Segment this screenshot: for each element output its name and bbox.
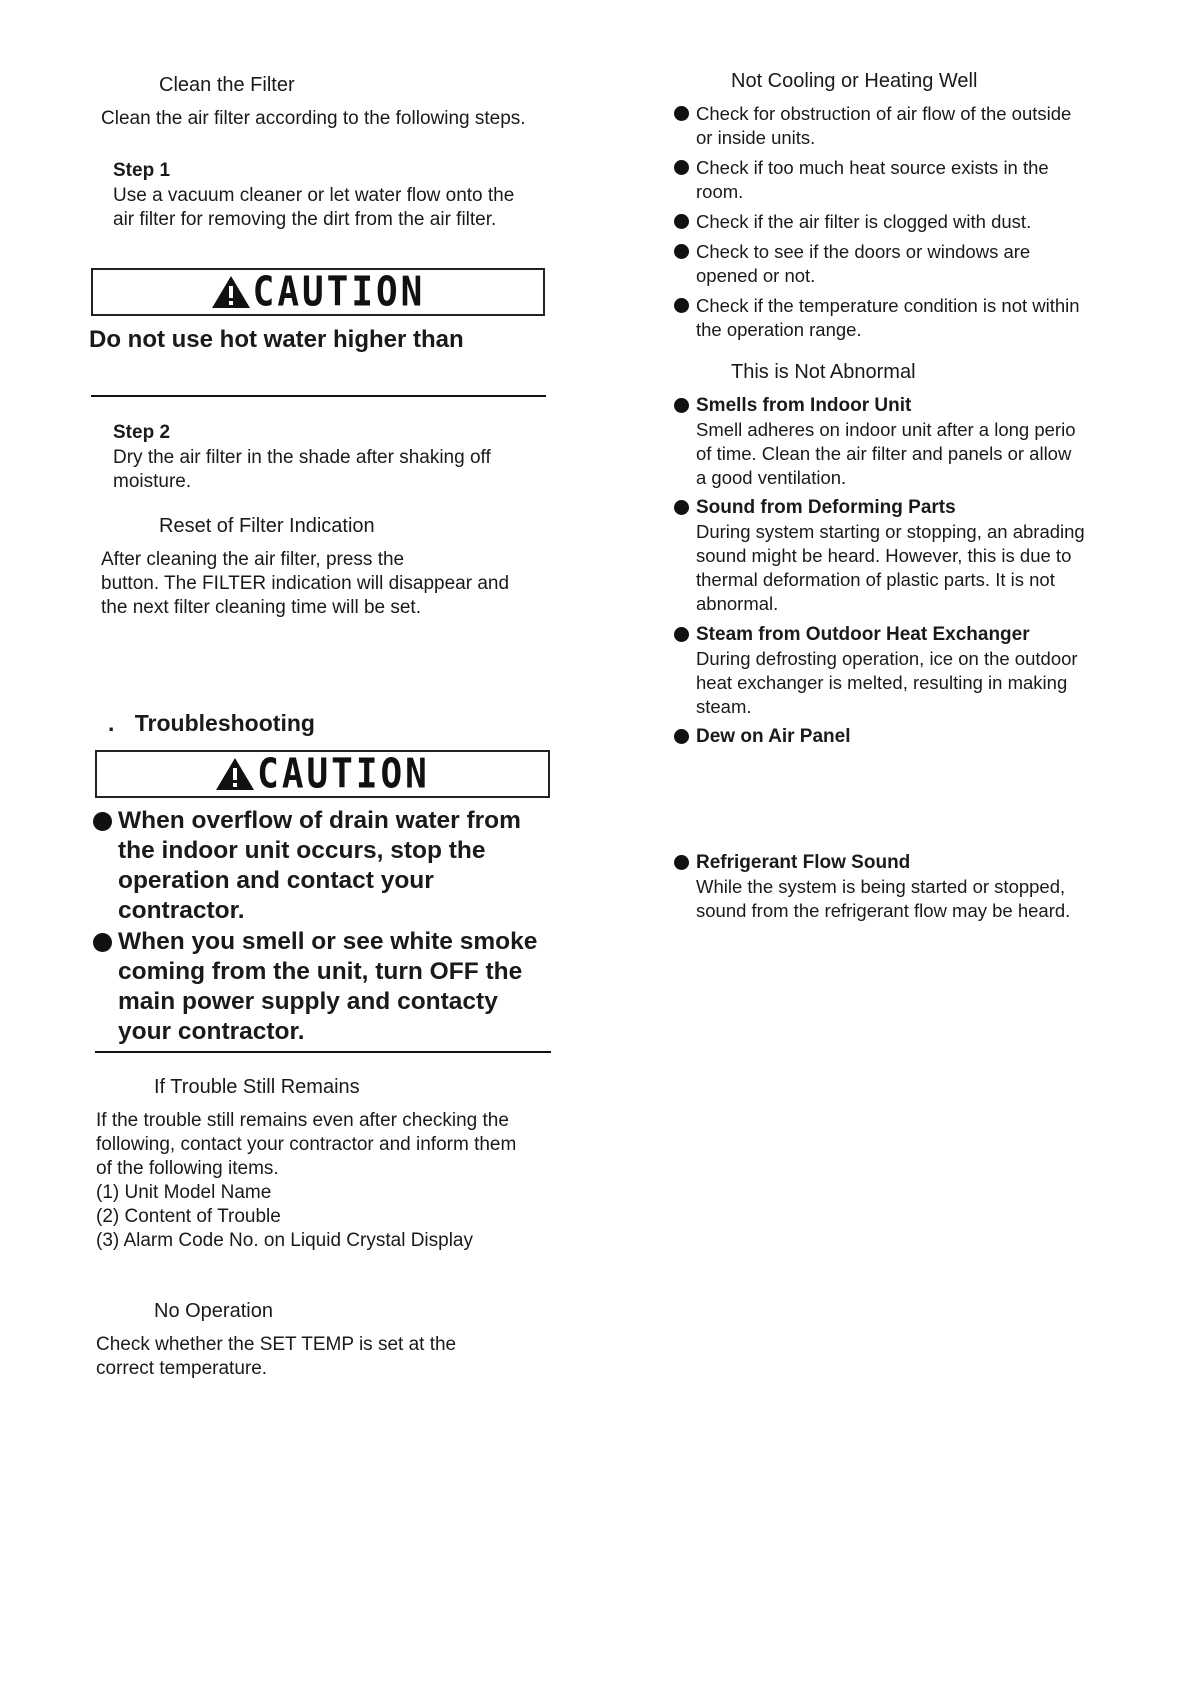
item-line: of time. Clean the air filter and panels or allow xyxy=(696,443,1072,464)
trouble-remains-text xyxy=(96,1109,516,1253)
item-line: thermal deformation of plastic parts. It is not xyxy=(696,569,1055,590)
list-item xyxy=(696,102,1071,150)
caution-label: CAUTION xyxy=(252,268,426,316)
sound-item xyxy=(696,496,1085,616)
bullet-icon xyxy=(674,214,689,229)
warning-line: main power supply and contacty xyxy=(118,988,498,1015)
list-item xyxy=(696,210,1031,234)
not-cooling-heading: Not Cooling or Heating Well xyxy=(731,70,978,92)
item-line: sound from the refrigerant flow may be heard. xyxy=(696,900,1071,921)
troubleshooting-heading xyxy=(108,709,315,737)
bullet-icon xyxy=(674,398,689,413)
clean-filter-intro: Clean the air filter according to the following steps. xyxy=(101,108,526,129)
reset-heading: Reset of Filter Indication xyxy=(159,515,375,537)
item-line: abnormal. xyxy=(696,593,779,614)
step2-line: moisture. xyxy=(113,471,192,492)
refrigerant-item xyxy=(696,851,1070,923)
list-item xyxy=(696,294,1080,342)
divider xyxy=(95,1051,551,1053)
caution-box-filter xyxy=(91,268,545,316)
divider xyxy=(91,395,546,397)
no-operation-line: Check whether the SET TEMP is set at the xyxy=(96,1334,457,1355)
bullet-icon xyxy=(674,160,689,175)
step2-line: Dry the air filter in the shade after shaking off xyxy=(113,447,491,468)
bullet-icon xyxy=(674,855,689,870)
warning-line: your contractor. xyxy=(118,1018,305,1045)
not-abnormal-heading: This is Not Abnormal xyxy=(731,361,916,383)
warning-line: operation and contact your xyxy=(118,867,434,894)
reset-line: the next filter cleaning time will be set. xyxy=(101,597,421,618)
bullet-icon xyxy=(674,627,689,642)
step2-text xyxy=(113,446,491,494)
list-item-line: opened or not. xyxy=(696,265,816,286)
item-line: Smell adheres on indoor unit after a long perio xyxy=(696,419,1076,440)
bullet-icon xyxy=(93,933,112,952)
section-number-prefix: . xyxy=(108,710,115,736)
step1-text xyxy=(113,184,514,232)
caution-box-troubleshooting xyxy=(95,750,550,798)
item-title: Steam from Outdoor Heat Exchanger xyxy=(696,624,1030,645)
trouble-remains-item: (3) Alarm Code No. on Liquid Crystal Display xyxy=(96,1230,473,1251)
reset-line: After cleaning the air filter, press the xyxy=(101,549,405,570)
warning-line: contractor. xyxy=(118,897,245,924)
list-item-line: room. xyxy=(696,181,744,202)
list-item xyxy=(696,156,1049,204)
troubleshooting-title: Troubleshooting xyxy=(134,710,315,736)
no-operation-text xyxy=(96,1333,456,1381)
step1-line: Use a vacuum cleaner or let water flow onto the xyxy=(113,185,515,206)
trouble-remains-heading: If Trouble Still Remains xyxy=(154,1076,360,1098)
caution-label: CAUTION xyxy=(257,750,430,798)
list-item-line: Check for obstruction of air flow of the outside xyxy=(696,103,1072,124)
item-title: Smells from Indoor Unit xyxy=(696,395,912,416)
warning-line: the indoor unit occurs, stop the xyxy=(118,837,486,864)
list-item-line: or inside units. xyxy=(696,127,816,148)
item-line: sound might be heard. However, this is due to xyxy=(696,545,1072,566)
warning-white-smoke xyxy=(118,927,537,1047)
item-title: Sound from Deforming Parts xyxy=(696,497,956,518)
warning-drain-water xyxy=(118,806,521,926)
list-item-line: the operation range. xyxy=(696,319,862,340)
item-title: Refrigerant Flow Sound xyxy=(696,852,911,873)
item-line: heat exchanger is melted, resulting in making xyxy=(696,672,1068,693)
item-line: a good ventilation. xyxy=(696,467,847,488)
item-title: Dew on Air Panel xyxy=(696,726,851,747)
item-line: During defrosting operation, ice on the outdoor xyxy=(696,648,1078,669)
list-item-line: Check if the temperature condition is not within xyxy=(696,295,1080,316)
bullet-icon xyxy=(93,812,112,831)
warning-triangle-icon xyxy=(215,757,255,791)
item-line: While the system is being started or stopped, xyxy=(696,876,1066,897)
trouble-remains-line: If the trouble still remains even after checking the xyxy=(96,1110,509,1131)
steam-item xyxy=(696,623,1078,719)
warning-line: When overflow of drain water from xyxy=(118,807,521,834)
step2-label: Step 2 xyxy=(113,422,171,443)
trouble-remains-line: of the following items. xyxy=(96,1158,279,1179)
trouble-remains-line: following, contact your contractor and inform them xyxy=(96,1134,517,1155)
no-operation-line: correct temperature. xyxy=(96,1358,268,1379)
bullet-icon xyxy=(674,298,689,313)
step1-line: air filter for removing the dirt from the air filter. xyxy=(113,209,497,230)
reset-line: button. The FILTER indication will disappear and xyxy=(101,573,510,594)
clean-filter-heading: Clean the Filter xyxy=(159,74,295,96)
trouble-remains-item: (2) Content of Trouble xyxy=(96,1206,281,1227)
bullet-icon xyxy=(674,106,689,121)
bullet-icon xyxy=(674,500,689,515)
list-item-line: Check to see if the doors or windows are xyxy=(696,241,1031,262)
caution-hot-water-text: Do not use hot water higher than xyxy=(89,326,464,353)
item-line: steam. xyxy=(696,696,752,717)
step1-label: Step 1 xyxy=(113,160,171,181)
warning-triangle-icon xyxy=(211,275,251,309)
bullet-icon xyxy=(674,244,689,259)
item-line: During system starting or stopping, an abrading xyxy=(696,521,1085,542)
list-item xyxy=(696,240,1030,288)
trouble-remains-item: (1) Unit Model Name xyxy=(96,1182,272,1203)
dew-item xyxy=(696,725,851,749)
no-operation-heading: No Operation xyxy=(154,1300,273,1322)
bullet-icon xyxy=(674,729,689,744)
smells-item xyxy=(696,394,1076,490)
reset-text xyxy=(101,548,509,620)
warning-line: When you smell or see white smoke xyxy=(118,928,538,955)
list-item-line: Check if too much heat source exists in the xyxy=(696,157,1049,178)
list-item-line: Check if the air filter is clogged with dust. xyxy=(696,211,1032,232)
warning-line: coming from the unit, turn OFF the xyxy=(118,958,523,985)
